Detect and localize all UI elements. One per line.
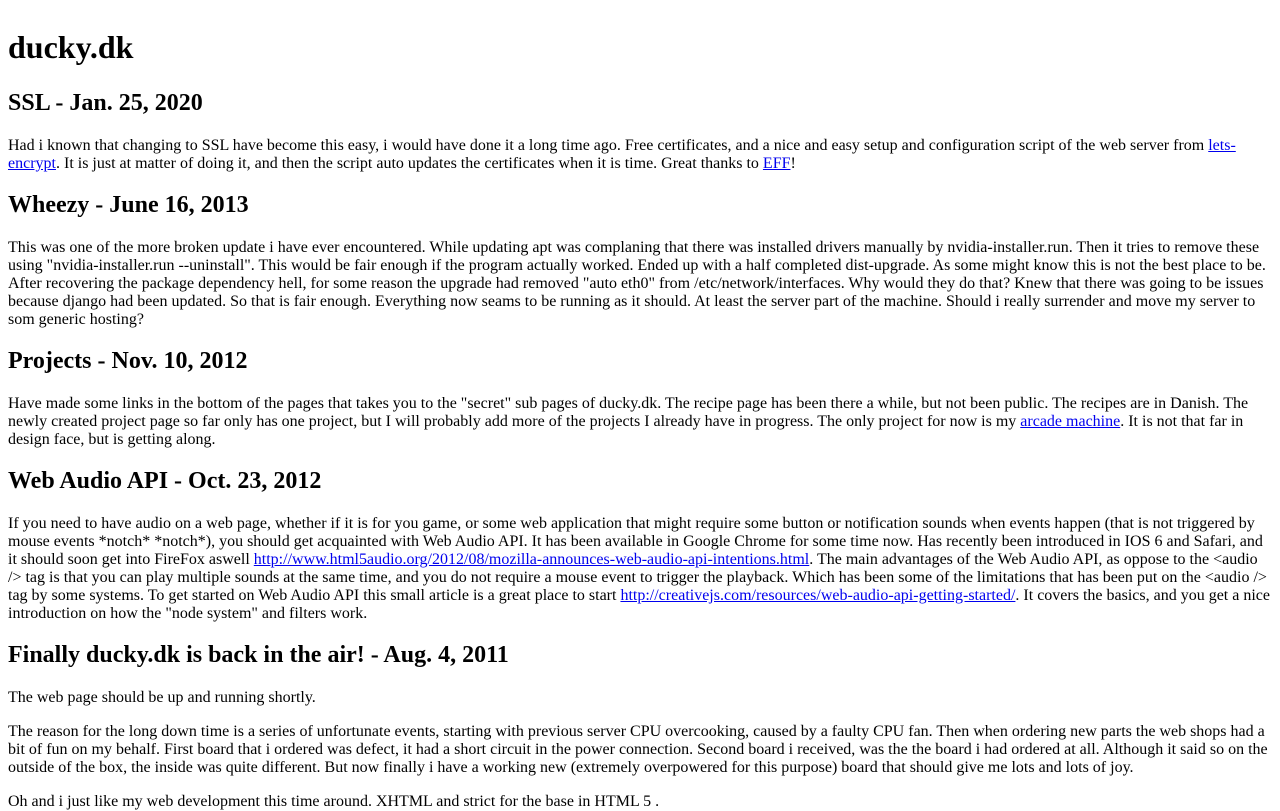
post-heading: SSL - Jan. 25, 2020 [8,90,203,116]
eff-link[interactable]: EFF [762,155,791,172]
post-heading: Projects - Nov. 10, 2012 [8,348,248,374]
post-text: . It is just at matter of doing it, and then the script auto updates the certificates when it is time. Great thanks to [55,155,763,172]
post-paragraph: The web page should be up and running shortly. [8,689,316,706]
post-text: . It is not that far in design face, but is getting along. [8,413,1244,448]
site-title: ducky.dk [8,29,134,65]
post-projects [8,347,1272,449]
post-ssl [8,89,1272,173]
post-paragraph [8,395,1272,449]
html5audio-link[interactable]: http://www.html5audio.org/2012/08/mozilla-announces-web-audio-api-intentions.html [253,551,810,568]
post-paragraph [8,515,1272,623]
post-text: ! [790,155,796,172]
clipped-line [8,793,1272,810]
post-paragraph: This was one of the more broken update i have ever encountered. While updating apt was complaning that there was installed drivers manually by nvidia-installer.run. Then it tries to remove these using "nvidia-installer.run --uninstall". This would be fair enough if the program actually worked. Ended up with a half completed dist-upgrade. As some might know this is not the best place to be. After recovering the package dependency hell, for some reason the upgrade had removed "auto eth0" from /etc/network/interfaces. Why would they do that? Knew that there was going to be issues because django had been updated. So that is fair enough. Everything now seams to be running as it should. At least the server part of the machine. Should i really surrender and move my server to som generic hosting? [8,239,1266,328]
creativejs-link[interactable]: http://creativejs.com/resources/web-audio-api-getting-started/ [620,587,1016,604]
post-text: Have made some links in the bottom of the pages that takes you to the "secret" sub pages of ducky.dk. The recipe page has been there a while, but not been public. The recipes are in Danish. The newly created project page so far only has one project, but I will probably add more of the projects I already have in progress. The only project for now is my [8,395,1249,430]
post-heading: Finally ducky.dk is back in the air! - Aug. 4, 2011 [8,642,509,668]
arcade-machine-link[interactable]: arcade machine [1020,413,1121,430]
post-paragraph: The reason for the long down time is a series of unfortunate events, starting with previous server CPU overcooking, caused by a faulty CPU fan. Then when ordering new parts the web shops had a bit of fun on my behalf. First board that i ordered was defect, it had a short circuit in the power connection. Second board i received, was the the board i had ordered at all. Although it said so on the outside of the box, the inside was quite different. But now finally i have a working new (extremely overpowered for this purpose) board that should give me lots and lots of joy. [8,723,1268,776]
lets-encrypt-link[interactable]: lets-encrypt [8,137,1236,172]
post-paragraph [8,137,1272,173]
post-text: If you need to have audio on a web page, whether if it is for you game, or some web application that might require some button or notification sounds when events happen (that is not triggered by mouse events *notch* *notch*), you should get acquainted with Web Audio API. It has been available in Google Chrome for some time now. Has recently been introduced in IOS 6 and Safari, and it should soon get into FireFox aswell [8,515,1263,568]
post-heading: Wheezy - June 16, 2013 [8,192,249,218]
post-paragraph: Oh and i just like my web development this time around. XHTML and strict for the base in HTML 5 . [8,793,660,810]
post-wheezy [8,191,1272,329]
post-text: . It covers the basics, and you get a nice introduction on how the "node system" and filters work. [8,587,1270,622]
post-heading: Web Audio API - Oct. 23, 2012 [8,468,322,494]
post-text: Had i known that changing to SSL have become this easy, i would have done it a long time ago. Free certificates, and a nice and easy setup and configuration script of the web server from [8,137,1209,154]
post-text: . The main advantages of the Web Audio API, as oppose to the <audio /> tag is that you can play multiple sounds at the same time, and you do not require a mouse event to trigger the playback. Which has been some of the limitations that has been put on the <audio /> tag by some systems. To get started on Web Audio API this small article is a great place to start [8,551,1267,604]
post-back-in-the-air [8,641,1272,810]
post-web-audio-api [8,467,1272,623]
